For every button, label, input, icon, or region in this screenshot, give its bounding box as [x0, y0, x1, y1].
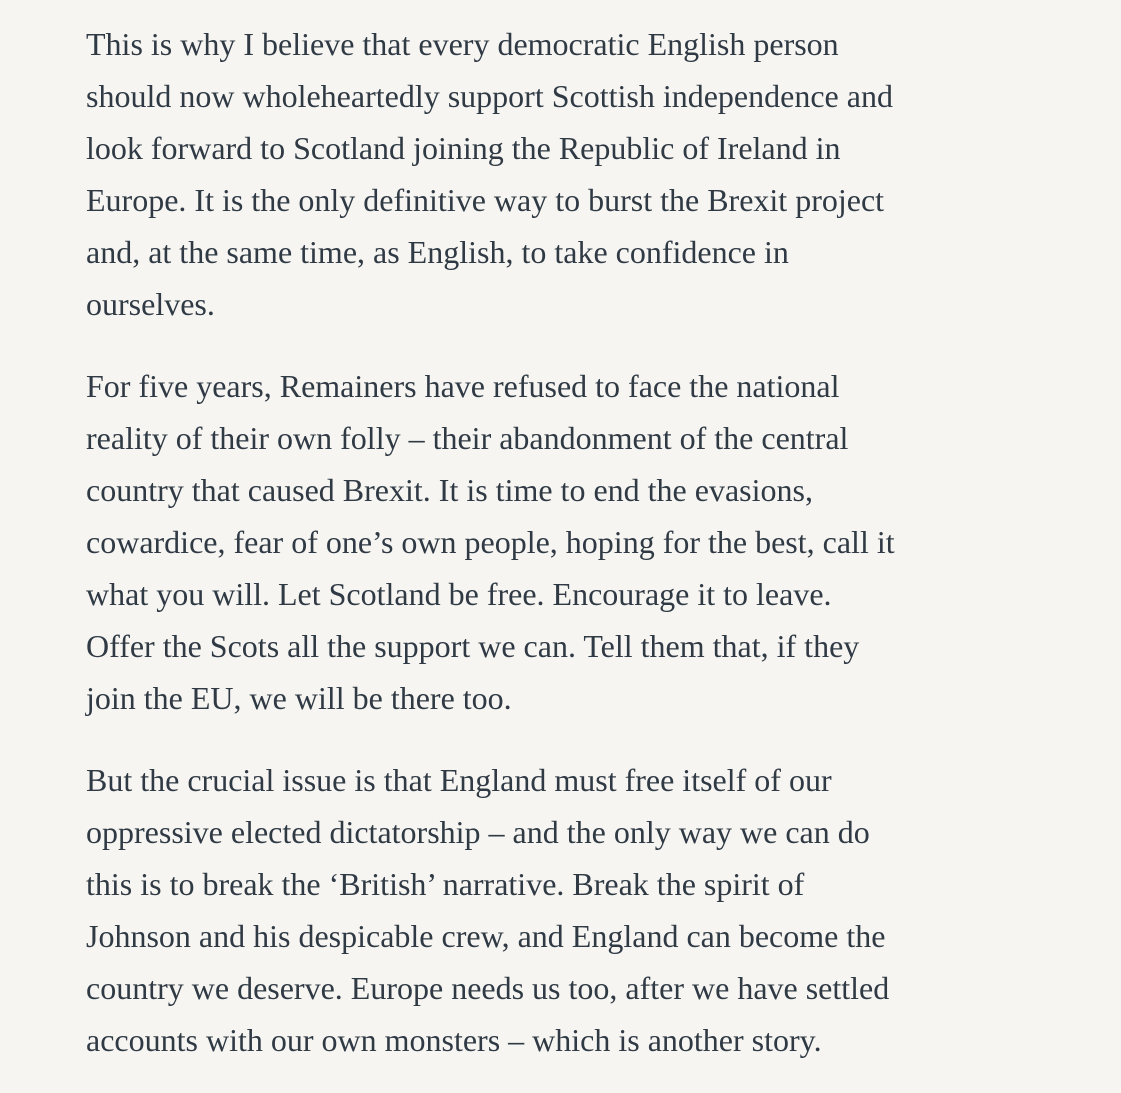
paragraph-line: For five years, Remainers have refused to face the national	[86, 368, 840, 404]
paragraph-line: country we deserve. Europe needs us too, after we have settled	[86, 970, 890, 1006]
paragraph-line: join the EU, we will be there too.	[86, 680, 512, 716]
paragraph-line: this is to break the ‘British’ narrative. Break the spirit of	[86, 866, 805, 902]
paragraph-1	[86, 18, 1081, 330]
paragraph-line: Europe. It is the only definitive way to burst the Brexit project	[86, 182, 885, 218]
paragraph-line: what you will. Let Scotland be free. Encourage it to leave.	[86, 576, 832, 612]
paragraph-line: cowardice, fear of one’s own people, hoping for the best, call it	[86, 524, 895, 560]
paragraph-line: ourselves.	[86, 286, 215, 322]
paragraph-line: look forward to Scotland joining the Republic of Ireland in	[86, 130, 841, 166]
paragraph-line: reality of their own folly – their abandonment of the central	[86, 420, 849, 456]
paragraph-line: country that caused Brexit. It is time to end the evasions,	[86, 472, 813, 508]
paragraph-line: oppressive elected dictatorship – and the only way we can do	[86, 814, 870, 850]
paragraph-line: But the crucial issue is that England must free itself of our	[86, 762, 832, 798]
paragraph-3	[86, 754, 1081, 1066]
paragraph-2	[86, 360, 1081, 724]
paragraph-line: accounts with our own monsters – which is another story.	[86, 1022, 822, 1058]
paragraph-line: This is why I believe that every democratic English person	[86, 26, 839, 62]
paragraph-line: and, at the same time, as English, to take confidence in	[86, 234, 789, 270]
paragraph-line: Johnson and his despicable crew, and England can become the	[86, 918, 886, 954]
paragraph-line: should now wholeheartedly support Scottish independence and	[86, 78, 893, 114]
paragraph-line: Offer the Scots all the support we can. Tell them that, if they	[86, 628, 860, 664]
